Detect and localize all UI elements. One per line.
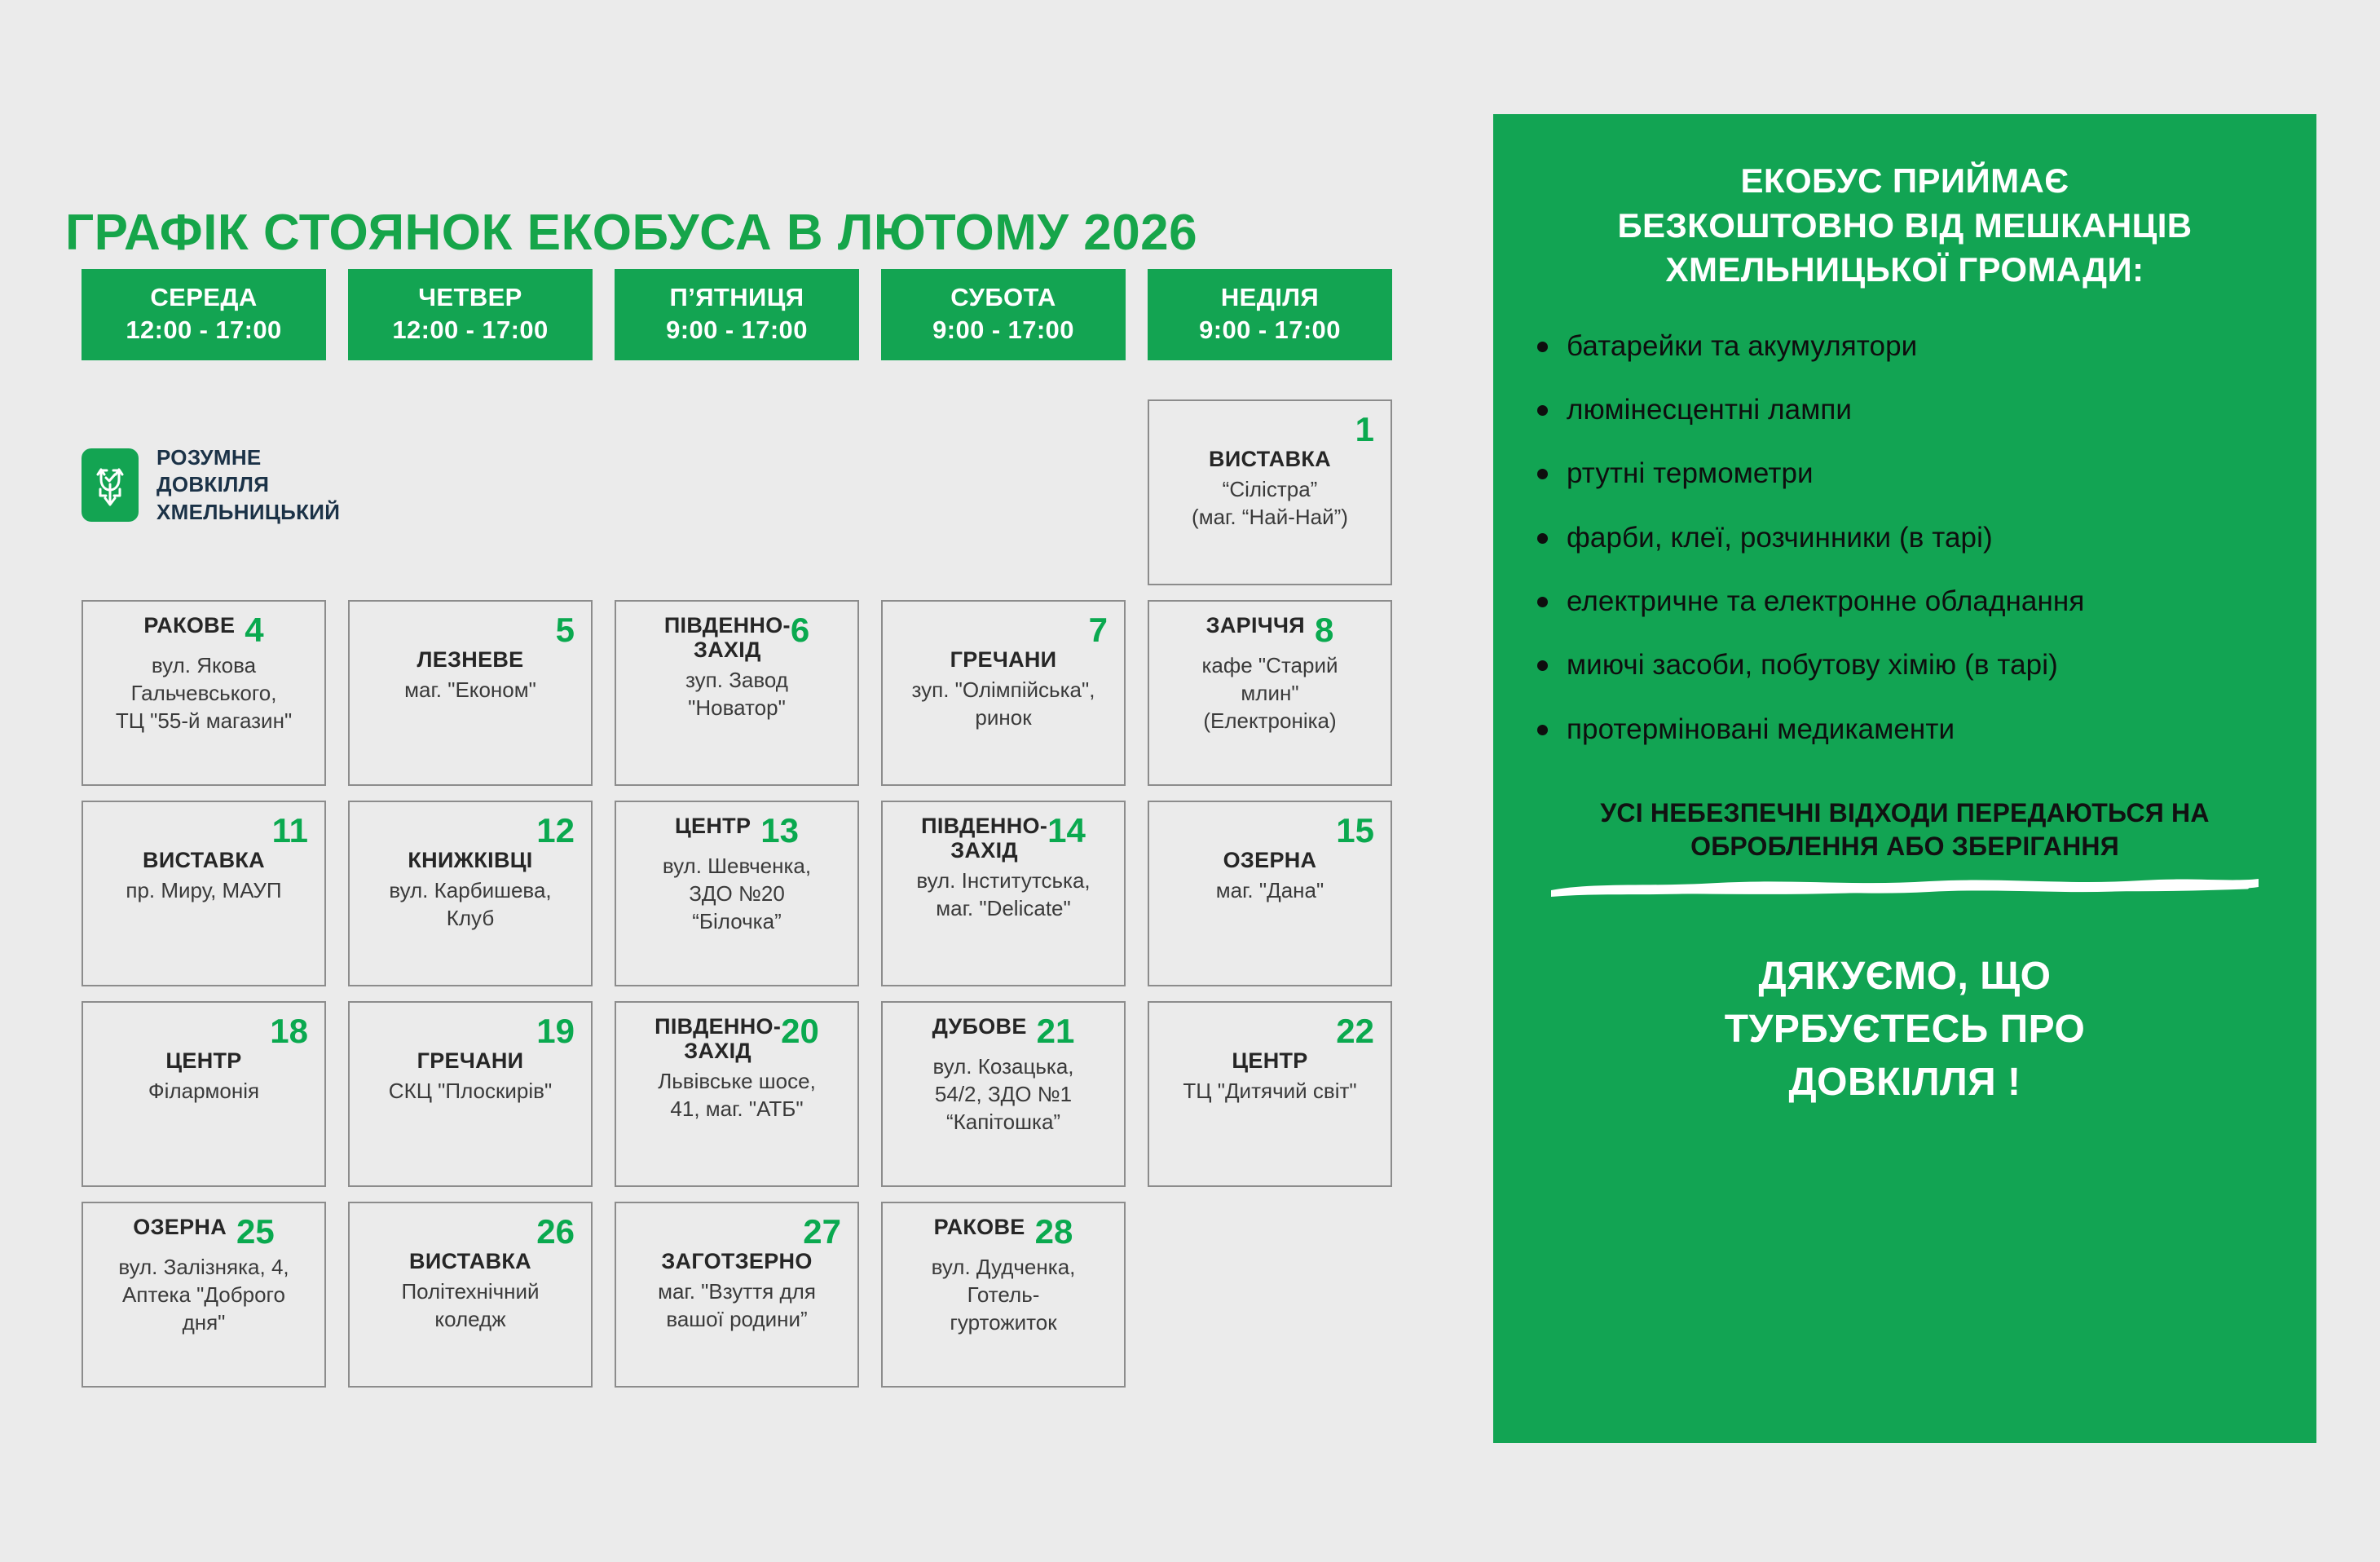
calendar-cell-empty xyxy=(82,399,326,585)
calendar-cell[interactable] xyxy=(881,801,1126,986)
location-name-line-1: РАКОВЕ xyxy=(143,613,236,638)
day-time: 9:00 - 17:00 xyxy=(666,315,808,345)
location-name-line-1: ЗАРІЧЧЯ xyxy=(1205,613,1305,638)
location-address xyxy=(1216,877,1324,905)
day-number: 20 xyxy=(781,1012,819,1050)
location-name xyxy=(133,1215,227,1239)
location-name-line-1: ЛЕЗНЕВЕ xyxy=(416,647,524,672)
location-name xyxy=(417,647,524,672)
location-address-line-1: маг. "Економ" xyxy=(404,677,536,703)
day-number: 27 xyxy=(803,1212,841,1251)
location-address-line-2: маг. "Delicate" xyxy=(936,896,1071,921)
location-name-line-1: ОЗЕРНА xyxy=(1223,848,1317,872)
location-address-line-2: Аптека "Доброго xyxy=(122,1282,285,1307)
location-name-line-1: ПІВДЕННО- xyxy=(921,814,1048,838)
calendar-cell-content xyxy=(363,613,578,704)
location-address-line-3: ТЦ "55-й магазин" xyxy=(115,708,293,733)
calendar-cell[interactable] xyxy=(615,1001,859,1187)
day-number-wrap xyxy=(363,1212,578,1251)
day-number-wrap xyxy=(363,811,578,849)
calendar-cell-empty xyxy=(615,399,859,585)
cell-heading xyxy=(896,811,1111,863)
location-address-line-1: вул. Залізняка, 4, xyxy=(118,1255,289,1279)
cell-heading xyxy=(896,1212,1111,1251)
day-name: П’ЯТНИЦЯ xyxy=(669,282,804,311)
thanks-line-1: ДЯКУЄМО, ЩО xyxy=(1758,955,2052,999)
day-time: 9:00 - 17:00 xyxy=(932,315,1074,345)
accepted-item: батарейки та акумулятори xyxy=(1532,327,2316,366)
notice-block xyxy=(1526,796,2284,898)
calendar-cell-content xyxy=(1162,1014,1377,1105)
calendar-cell-content xyxy=(896,1014,1111,1136)
calendar-row xyxy=(82,399,1418,585)
calendar-grid xyxy=(82,399,1418,1402)
day-number: 11 xyxy=(271,811,308,849)
accepted-item: фарби, клеї, розчинники (в тарі) xyxy=(1532,518,2316,558)
location-address-line-1: вул. Якова xyxy=(151,653,257,677)
location-address xyxy=(404,677,536,704)
calendar-row xyxy=(82,801,1418,986)
location-address-line-1: “Сілістра” xyxy=(1222,477,1318,502)
location-name-line-1: ОЗЕРНА xyxy=(133,1215,227,1239)
day-number: 6 xyxy=(790,611,810,649)
day-number: 22 xyxy=(1336,1012,1374,1050)
calendar-cell[interactable] xyxy=(881,1202,1126,1388)
thanks-line-3: ДОВКІЛЛЯ ! xyxy=(1788,1060,2021,1104)
day-number: 18 xyxy=(270,1012,308,1050)
location-name-line-2: ЗАХІД xyxy=(684,1039,751,1064)
location-name xyxy=(1206,613,1305,638)
location-address xyxy=(663,853,811,935)
location-address-line-2: коледж xyxy=(434,1307,506,1332)
calendar-cell[interactable] xyxy=(881,600,1126,786)
calendar-cell[interactable] xyxy=(881,1001,1126,1187)
location-name xyxy=(664,613,791,662)
day-number: 25 xyxy=(236,1212,275,1251)
notice-text xyxy=(1526,796,2284,864)
calendar-cell-content xyxy=(629,811,844,935)
location-address xyxy=(1183,1078,1356,1105)
location-address xyxy=(912,677,1095,732)
cell-heading xyxy=(1162,613,1377,647)
location-name xyxy=(921,814,1047,863)
location-name-line-2: ЗАХІД xyxy=(950,838,1018,863)
calendar-cell-content xyxy=(1162,811,1377,905)
panel-heading xyxy=(1526,159,2284,293)
calendar-cell[interactable] xyxy=(615,1202,859,1388)
calendar-cell-content xyxy=(629,1212,844,1334)
calendar-cell-content xyxy=(363,811,578,933)
day-number: 14 xyxy=(1047,811,1086,849)
day-number: 26 xyxy=(536,1212,575,1251)
panel-heading-line-2: БЕЗКОШТОВНО ВІД МЕШКАНЦІВ xyxy=(1617,205,2193,245)
location-name-line-1: ПІВДЕННО- xyxy=(663,613,791,638)
day-number: 1 xyxy=(1355,410,1374,448)
location-name xyxy=(1223,848,1317,872)
brand-line-3: ХМЕЛЬНИЦЬКИЙ xyxy=(156,499,341,524)
location-name-line-2: ЗАХІД xyxy=(693,638,761,663)
location-name xyxy=(932,1014,1027,1039)
location-name xyxy=(661,1249,812,1273)
calendar-cell-empty xyxy=(881,399,1126,585)
location-name xyxy=(143,848,265,872)
location-name xyxy=(1232,1048,1307,1073)
calendar-cell[interactable] xyxy=(1148,801,1392,986)
accepted-item: миючі засоби, побутову хімію (в тарі) xyxy=(1532,646,2316,685)
calendar-cell-content xyxy=(896,1212,1111,1336)
calendar-cell-content xyxy=(629,1014,844,1123)
location-name xyxy=(165,1048,241,1073)
day-number: 15 xyxy=(1336,811,1374,849)
location-address xyxy=(401,1278,539,1334)
location-address-line-2: ЗДО №20 xyxy=(689,880,785,906)
calendar-cell-content xyxy=(96,811,311,905)
location-name-line-1: ПІВДЕННО- xyxy=(654,1014,782,1039)
location-address-line-2: "Новатор" xyxy=(688,695,786,721)
location-address xyxy=(932,1053,1073,1136)
location-address-line-2: (маг. “Най-Най”) xyxy=(1192,505,1348,530)
calendar-cell[interactable] xyxy=(82,600,326,786)
location-address-line-1: зуп. Завод xyxy=(685,668,788,693)
location-address-line-1: вул. Карбишева, xyxy=(389,878,552,903)
accepted-item: протерміновані медикаменти xyxy=(1532,710,2316,749)
calendar-cell-content xyxy=(896,811,1111,923)
day-header-chip xyxy=(615,269,859,360)
location-name-line-1: ЦЕНТР xyxy=(1232,1048,1308,1073)
location-address-line-2: Готель- xyxy=(967,1282,1040,1307)
calendar-cell[interactable] xyxy=(82,1202,326,1388)
location-address xyxy=(658,1068,816,1123)
location-address xyxy=(389,877,551,933)
location-address-line-1: СКЦ "Плоскирів" xyxy=(388,1079,553,1104)
brush-underline-icon xyxy=(1546,871,2263,898)
calendar-cell[interactable] xyxy=(348,801,593,986)
location-address-line-3: дня" xyxy=(182,1309,226,1335)
location-address-line-3: “Білочка” xyxy=(692,908,782,933)
day-number-wrap xyxy=(363,1014,578,1048)
calendar-cell[interactable] xyxy=(82,801,326,986)
day-name: НЕДІЛЯ xyxy=(1220,282,1320,311)
day-number: 7 xyxy=(1088,611,1108,649)
day-time: 9:00 - 17:00 xyxy=(1199,315,1341,345)
location-address-line-2: млин" xyxy=(1241,680,1299,705)
location-address-line-3: “Капітошка” xyxy=(945,1109,1061,1134)
calendar-cell[interactable] xyxy=(82,1001,326,1187)
location-address xyxy=(148,1078,259,1105)
page-title: ГРАФІК СТОЯНОК ЕКОБУСА В ЛЮТОМУ 2026 xyxy=(65,204,1198,261)
day-number: 28 xyxy=(1034,1212,1073,1251)
accepted-item: електричне та електронне обладнання xyxy=(1532,582,2316,621)
location-address-line-1: вул. Інститутська, xyxy=(916,868,1091,894)
location-name-line-1: ВИСТАВКА xyxy=(143,848,265,872)
cell-heading xyxy=(629,613,844,662)
calendar-cell-content xyxy=(1162,410,1377,532)
location-address-line-1: вул. Дудченка, xyxy=(931,1255,1076,1279)
day-time: 12:00 - 17:00 xyxy=(126,315,282,345)
cell-heading xyxy=(896,1014,1111,1048)
calendar-cell[interactable] xyxy=(348,1001,593,1187)
calendar-cell-content xyxy=(96,613,311,735)
day-number: 5 xyxy=(555,611,575,649)
day-number-wrap xyxy=(629,1212,844,1251)
location-address-line-1: маг. "Дана" xyxy=(1215,878,1324,903)
calendar-cell[interactable] xyxy=(348,600,593,786)
calendar-cell-content xyxy=(629,613,844,722)
calendar-cell[interactable] xyxy=(615,801,859,986)
cell-heading xyxy=(629,811,844,849)
location-address xyxy=(126,877,281,905)
calendar-cell[interactable] xyxy=(615,600,859,786)
calendar-cell-content xyxy=(1162,613,1377,735)
calendar-cell[interactable] xyxy=(1148,399,1392,585)
location-name xyxy=(408,848,532,872)
location-name xyxy=(143,613,235,638)
location-name xyxy=(409,1249,531,1273)
brand-line-2: ДОВКІЛЛЯ xyxy=(156,472,270,497)
location-address-line-2: ринок xyxy=(975,705,1032,730)
panel-heading-line-3: ХМЕЛЬНИЦЬКОЇ ГРОМАДИ: xyxy=(1665,250,2144,289)
calendar-cell-empty xyxy=(1148,1202,1392,1388)
calendar-cell-content xyxy=(363,1014,578,1105)
location-address-line-1: вул. Шевченка, xyxy=(662,854,812,878)
day-name: ЧЕТВЕР xyxy=(418,282,522,311)
location-name-line-1: ЗАГОТЗЕРНО xyxy=(661,1249,813,1273)
location-address-line-1: пр. Миру, МАУП xyxy=(126,878,282,903)
location-name-line-1: КНИЖКІВЦІ xyxy=(408,848,533,872)
location-address xyxy=(932,1254,1076,1336)
location-address xyxy=(916,867,1090,923)
location-name xyxy=(654,1014,781,1063)
day-name: СУБОТА xyxy=(950,282,1056,311)
day-time: 12:00 - 17:00 xyxy=(392,315,549,345)
location-address xyxy=(1192,476,1348,532)
location-address xyxy=(685,667,788,722)
location-address xyxy=(118,1254,289,1336)
location-name xyxy=(950,647,1057,672)
panel-heading-line-1: ЕКОБУС ПРИЙМАЄ xyxy=(1740,161,2069,200)
location-address-line-2: 41, маг. "АТБ" xyxy=(670,1096,804,1122)
day-number-wrap xyxy=(96,1014,311,1048)
location-address-line-1: ТЦ "Дитячий світ" xyxy=(1183,1079,1357,1104)
info-panel xyxy=(1493,114,2316,1443)
location-address xyxy=(658,1278,816,1334)
location-address xyxy=(116,652,292,735)
notice-line-2: ОБРОБЛЕННЯ АБО ЗБЕРІГАННЯ xyxy=(1690,832,2119,862)
location-address-line-1: вул. Козацька, xyxy=(932,1054,1074,1079)
location-name xyxy=(675,814,751,838)
day-number-wrap xyxy=(1162,410,1377,448)
day-number: 4 xyxy=(245,611,264,649)
day-header-row xyxy=(82,269,1392,360)
location-name-line-1: ГРЕЧАНИ xyxy=(950,647,1057,672)
location-address-line-3: гуртожиток xyxy=(950,1309,1057,1335)
location-address-line-1: Львівське шосе, xyxy=(658,1069,816,1094)
calendar-row xyxy=(82,600,1418,786)
location-address-line-2: Клуб xyxy=(446,906,495,931)
location-name-line-1: ВИСТАВКА xyxy=(1209,447,1331,471)
accepted-item: люмінесцентні лампи xyxy=(1532,390,2316,430)
notice-line-1: УСІ НЕБЕЗПЕЧНІ ВІДХОДИ ПЕРЕДАЮТЬСЯ НА xyxy=(1600,797,2210,827)
day-header-chip xyxy=(881,269,1126,360)
location-name-line-1: ЦЕНТР xyxy=(675,814,751,838)
cell-heading xyxy=(96,613,311,647)
calendar-cell[interactable] xyxy=(348,1202,593,1388)
calendar-cell-content xyxy=(363,1212,578,1334)
location-name xyxy=(1209,447,1331,471)
calendar-row xyxy=(82,1202,1418,1388)
brand-line-1: РОЗУМНЕ xyxy=(156,445,262,470)
cell-heading xyxy=(629,1014,844,1063)
day-number-wrap xyxy=(1162,1014,1377,1048)
location-name xyxy=(417,1048,524,1073)
accepted-item: ртутні термометри xyxy=(1532,454,2316,493)
location-address-line-2: 54/2, ЗДО №1 xyxy=(934,1081,1073,1106)
day-number: 8 xyxy=(1315,611,1334,649)
day-header-chip xyxy=(1148,269,1392,360)
day-number: 19 xyxy=(536,1012,575,1050)
location-address xyxy=(1201,652,1338,735)
location-address-line-1: Політехнічний xyxy=(401,1279,540,1304)
calendar-cell[interactable] xyxy=(1148,1001,1392,1187)
day-name: СЕРЕДА xyxy=(150,282,258,311)
day-number-wrap xyxy=(896,613,1111,647)
day-header-chip xyxy=(348,269,593,360)
day-number: 12 xyxy=(536,811,575,849)
day-header-chip xyxy=(82,269,326,360)
accepted-items-list xyxy=(1532,327,2316,749)
location-address-line-1: Філармонія xyxy=(148,1079,260,1104)
location-address-line-2: вашої родини” xyxy=(666,1307,808,1332)
location-address-line-1: зуп. "Олімпійська", xyxy=(911,677,1095,703)
location-name-line-1: ВИСТАВКА xyxy=(409,1249,531,1273)
location-address-line-3: (Електроніка) xyxy=(1203,708,1337,733)
location-name-line-1: ЦЕНТР xyxy=(165,1048,242,1073)
calendar-cell-content xyxy=(896,613,1111,732)
location-name xyxy=(934,1215,1025,1239)
calendar-row xyxy=(82,1001,1418,1187)
calendar-cell-empty xyxy=(348,399,593,585)
location-address xyxy=(389,1078,552,1105)
day-number: 13 xyxy=(760,811,799,849)
day-number-wrap xyxy=(1162,811,1377,849)
location-name-line-1: ДУБОВЕ xyxy=(932,1014,1027,1039)
location-address-line-1: кафе "Старий xyxy=(1201,653,1338,677)
thanks-line-2: ТУРБУЄТЕСЬ ПРО xyxy=(1724,1007,2086,1051)
location-address-line-1: маг. "Взуття для xyxy=(658,1279,816,1304)
calendar-cell-content xyxy=(96,1212,311,1336)
location-address-line-2: Гальчевського, xyxy=(130,680,277,705)
calendar-cell-content xyxy=(96,1014,311,1105)
day-number-wrap xyxy=(363,613,578,647)
location-name-line-1: РАКОВЕ xyxy=(933,1215,1025,1239)
cell-heading xyxy=(96,1212,311,1251)
day-number-wrap xyxy=(96,811,311,849)
thanks-message xyxy=(1526,951,2284,1109)
location-name-line-1: ГРЕЧАНИ xyxy=(416,1048,524,1073)
day-number: 21 xyxy=(1036,1012,1075,1050)
calendar-cell[interactable] xyxy=(1148,600,1392,786)
